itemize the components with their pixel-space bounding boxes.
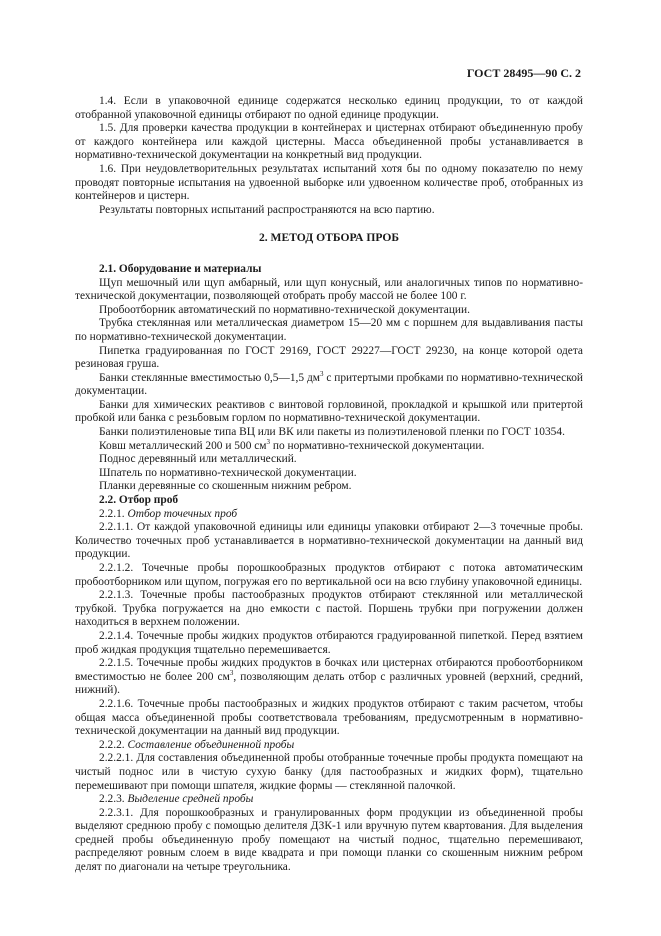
paragraph-2-2-1-3: 2.2.1.3. Точечные пробы пастообразных продуктов отбирают стеклянной или металлической трубкой. Трубка погружается на дно емкости с пастой. Поршень трубки при погружении должен находиться в верхнем положении. bbox=[75, 589, 583, 629]
subsection-2-2-3-number: 2.2.3. bbox=[99, 793, 125, 806]
kovsh-text-2: по нормативно-технической документации. bbox=[270, 439, 485, 452]
subsection-2-2-2-heading bbox=[75, 739, 583, 753]
equipment-pipetka: Пипетка градуированная по ГОСТ 29169, ГОСТ 29227—ГОСТ 29230, на конце которой одета резиновая груша. bbox=[75, 344, 583, 371]
equipment-trubka: Трубка стеклянная или металлическая диаметром 15—20 мм с поршнем для выдавливания пасты по нормативно-технической документации. bbox=[75, 317, 583, 343]
equipment-podnos: Поднос деревянный или металлический. bbox=[99, 453, 297, 466]
section-2-title: 2. МЕТОД ОТБОРА ПРОБ bbox=[258, 231, 400, 245]
page-header: ГОСТ 28495—90 С. 2 bbox=[466, 66, 581, 80]
paragraph-2-2-3-1: 2.2.3.1. Для порошкообразных и гранулированных форм продукции из объединенной пробы выделяют среднюю пробу с помощью делителя ДЗК-1 или вручную путем квартования. Для выделения средней пробы объединенную пробу помещают на чистый поднос, тщательно перемешивают, распределяют ровным слоем в виде квадрата и при помощи планки со скошенным нижним ребром делят по диагонали на четыре треугольника. bbox=[75, 806, 583, 874]
subsection-2-2-3-heading bbox=[75, 793, 583, 807]
paragraph-repeat-results: Результаты повторных испытаний распространяются на всю партию. bbox=[99, 203, 435, 216]
banki-glass-sup: 3 bbox=[319, 369, 324, 378]
subsection-2-2-title: 2.2. Отбор проб bbox=[99, 494, 179, 507]
equipment-banki-poly: Банки полиэтиленовые типа ВЦ или ВК или пакеты из полиэтиленовой пленки по ГОСТ 10354. bbox=[99, 426, 565, 439]
paragraph-2-2-1-5-text-2: , позволяющим делать отбор с различных уровней (верхний, средний, нижний). bbox=[75, 670, 583, 697]
paragraph-1-6: 1.6. При неудовлетворительных результатах испытаний хотя бы по одному показателю по нему проводят повторные испытания на удвоенной выборке или удвоенном количестве проб, отобранных из контейнеров и цистерн. bbox=[75, 162, 583, 203]
equipment-planki: Планки деревянные со скошенным нижним ребром. bbox=[99, 480, 352, 493]
paragraph-2-2-1-6: 2.2.1.6. Точечные пробы пастообразных и жидких продуктов отбирают с таким расчетом, чтобы общая масса объединенной пробы соответствовала требованиям, предусмотренным в нормативно-технической документации на данный вид продукции. bbox=[75, 697, 583, 738]
paragraph-2-2-1-2: 2.2.1.2. Точечные пробы порошкообразных продуктов отбирают с потока автоматическим пробоотборником или щупом, погружая его по вертикальной оси на всю глубину упаковочной единицы. bbox=[75, 562, 583, 588]
banki-glass-text-2: с притертыми пробками по нормативно-технической документации. bbox=[75, 371, 583, 398]
paragraph-2-2-1-4: 2.2.1.4. Точечные пробы жидких продуктов отбираются градуированной пипеткой. Перед взятием проб жидкая продукция тщательно перемешивается. bbox=[75, 629, 583, 656]
paragraph-2-2-2-1: 2.2.2.1. Для составления объединенной пробы отобранные точечные пробы продукта помещают на чистый поднос или в чистую сухую банку (для пастообразных и жидких форм), тщательно перемешивают при помощи шпателя, жидкие формы — стеклянной палочкой. bbox=[75, 752, 583, 792]
paragraph-2-2-1-5-sup: 3 bbox=[229, 668, 234, 677]
paragraph-2-2-1-5 bbox=[75, 657, 583, 698]
subsection-2-2-1-number: 2.2.1. bbox=[99, 507, 125, 520]
body-text bbox=[75, 95, 583, 875]
subsection-2-2-2-number: 2.2.2. bbox=[99, 738, 125, 751]
paragraph-1-4: 1.4. Если в упаковочной единице содержатся несколько единиц продукции, то от каждой отобранной упаковочной единицы отбирают по одной единице продукции. bbox=[75, 95, 583, 121]
paragraph-1-5: 1.5. Для проверки качества продукции в контейнерах и цистернах отбирают объединенную пробу от каждого контейнера или каждой цистерны. Масса объединенной пробы устанавливается в нормативно-технической документации на конкретный вид продукции. bbox=[75, 122, 583, 162]
banki-glass-text-1: Банки стеклянные вместимостью 0,5—1,5 дм bbox=[99, 371, 320, 384]
equipment-shup: Щуп мешочный или щуп амбарный, или щуп конусный, или аналогичных типов по нормативно-технической документации, позволяющей отобрать пробу массой не более 100 г. bbox=[75, 276, 583, 303]
subsection-2-2-1-title: Отбор точечных проб bbox=[127, 507, 238, 520]
equipment-kovsh bbox=[75, 437, 583, 454]
subsection-2-2-1-heading bbox=[75, 508, 583, 522]
equipment-shpatel: Шпатель по нормативно-технической документации. bbox=[99, 466, 357, 479]
equipment-banki-chem: Банки для химических реактивов с винтовой горловиной, прокладкой и крышкой или притертой пробкой или банка с резьбовым горлом по нормативно-технической документации. bbox=[75, 398, 583, 425]
subsection-2-2-3-title: Выделение средней пробы bbox=[127, 793, 254, 806]
equipment-probootbornik: Пробоотборник автоматический по нормативно-технической документации. bbox=[99, 303, 470, 316]
subsection-2-1-title: 2.1. Оборудование и материалы bbox=[99, 262, 262, 275]
equipment-banki-glass bbox=[75, 369, 583, 399]
kovsh-text-1: Ковш металлический 200 и 500 см bbox=[99, 439, 267, 452]
paragraph-2-2-1-1: 2.2.1.1. От каждой упаковочной единицы или единицы упаковки отбирают 2—3 точечные пробы. Количество точечных проб устанавливается в нормативно-технической документации на данный вид продукции. bbox=[75, 521, 583, 561]
subsection-2-2-2-title: Составление объединенной пробы bbox=[127, 738, 295, 751]
kovsh-sup: 3 bbox=[266, 437, 270, 446]
paragraph-2-2-1-5-text-1: 2.2.1.5. Точечные пробы жидких продуктов в бочках или цистернах отбираются пробоотборником вместимостью не более 200 см bbox=[75, 657, 583, 683]
